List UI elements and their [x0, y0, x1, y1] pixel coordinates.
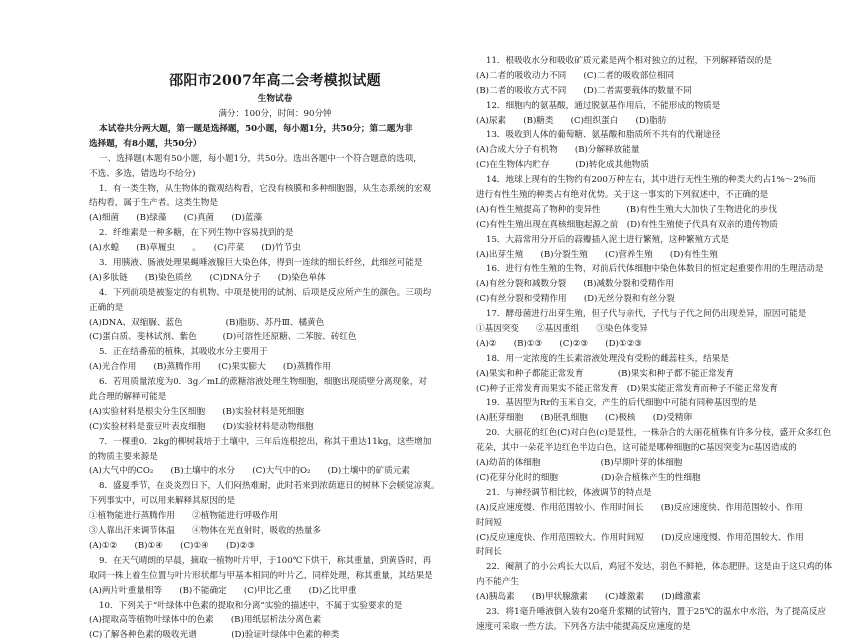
right-text-line: (A)果实和种子都能正常发育 (B)果实和种子都不能正常发育	[476, 368, 734, 379]
left-text-line: (C)了解各种色素的吸收光谱 (D)验证叶绿体中色素的种类	[89, 630, 340, 641]
left-text-line: 一、选择题(本题有50小题，每小题1分，共50分。选出各题中一个符合题意的选项，	[99, 153, 422, 164]
left-text-line: 7．一棵重0．2kg的柳树栽培于土壤中，三年后连根挖出，称其干重达11kg，这些增加	[99, 436, 432, 447]
right-text-line: (A)出芽生殖 (B)分裂生殖 (C)营养生殖 (D)有性生殖	[476, 249, 718, 260]
left-text-line: (A)DNA、双缩脲、蓝色 (B)脂肪、苏丹Ⅲ、橘黄色	[89, 317, 325, 328]
right-text-line: 13．吸收到人体的葡萄糖、氨基酸和脂质所不共有的代谢途径	[486, 130, 721, 141]
left-text-line: 9．在天气晴朗的早晨，摘取一植物叶片甲，于100℃下烘干，称其重量，到黄昏时，再	[99, 555, 432, 566]
intro-line: 本试卷共分两大题，第一题是选择题，50小题，每小题1分，共50分；第二题为非	[99, 124, 413, 134]
right-text-line: 速度可采取一些方法。下列各方法中能提高反应速度的是	[476, 621, 691, 632]
right-text-line: (A)② (B)①③ (C)②③ (D)①②③	[476, 338, 643, 349]
left-text-line: (A)大气中的CO₂ (B)土壤中的水分 (C)大气中的O₂ (D)土壤中的矿质元素	[89, 466, 410, 477]
right-text-line: 12．细胞内的氨基酸，通过脱氨基作用后，不能形成的物质是	[486, 100, 721, 111]
right-text-line: 19．基因型为Rr的玉米自交，产生的后代细胞中可能有同种基因型的是	[486, 398, 757, 409]
left-text-line: ①植物能进行蒸腾作用 ②植物能进行呼吸作用	[89, 511, 279, 522]
right-text-line: 14．地球上现有的生物约有200万种左右，其中进行无性生殖的种类大约占1%～2%而	[486, 175, 816, 186]
left-text-line: 10．下列关于“叶绿体中色素的提取和分离”实验的描述中，不属于实验要求的是	[99, 600, 403, 611]
left-text-line: 5．正在结番茄的植株，其吸收水分主要用于	[99, 347, 268, 358]
left-text-line: 的物质主要来源是	[89, 451, 158, 462]
exam-meta: 满分：100分，时间：90分钟	[218, 109, 332, 119]
right-text-line: (C)有丝分裂和受精作用 (D)无丝分裂和有丝分裂	[476, 294, 675, 305]
right-text-line: (A)尿素 (B)糖类 (C)组织蛋白 (D)脂肪	[476, 115, 667, 126]
left-text-line: (A)①② (B)①④ (C)①④ (D)②③	[89, 540, 256, 551]
left-text-line: (A)水螅 (B)草履虫 。 (C)芹菜 (D)竹节虫	[89, 243, 301, 254]
right-text-line: 18．用一定浓度的生长素溶液处理没有受粉的雌蕊柱头，结果是	[486, 353, 729, 364]
left-text-line: 结构看，属于生产者。这类生物是	[89, 198, 218, 209]
right-text-line: (A)反应速度慢、作用范围较小、作用时间长 (B)反应速度快、作用范围较小、作用	[476, 502, 803, 513]
left-text-line: 4．下列前项是被鉴定的有机物、中项是使用的试剂、后项是反应所产生的颜色。三项均	[99, 287, 432, 298]
right-text-line: (C)反应速度快、作用范围较大、作用时间短 (D)反应速度慢、作用范围较大、作用	[476, 532, 804, 543]
left-text-line: 此合理的解释可能是	[89, 392, 167, 403]
right-text-line: (A)胰岛素 (B)甲状腺激素 (C)雄激素 (D)雌激素	[476, 592, 701, 603]
right-text-line: 11．根吸收水分和吸收矿质元素是两个相对独立的过程，下列解释错误的是	[486, 56, 772, 66]
right-text-line: 22．阉割了的小公鸡长大以后，鸡冠不发达，羽色不鲜艳，体态肥胖。这是由于这只鸡的体	[486, 562, 833, 573]
right-text-line: 17．酵母菌进行出芽生殖，但子代与亲代，子代与子代之间仍出现差异，原因可能是	[486, 309, 807, 320]
right-question-list	[476, 54, 844, 635]
left-text-line: 6．若用质量浓度为0．3g／mL的蔗糖溶液处理生物细胞，细胞出现质壁分离现象，对	[99, 377, 427, 388]
right-text-line: (A)合成大分子有机物 (B)分解释放能量	[476, 145, 640, 156]
right-text-line: (A)有丝分裂和减数分裂 (B)减数分裂和受精作用	[476, 279, 674, 290]
right-text-line: (C)在生物体内贮存 (D)转化成其他物质	[476, 160, 649, 171]
top-margin	[476, 0, 844, 54]
right-text-line: (C)有性生殖出现在真核细胞起源之前 (D)有性生殖使子代具有双亲的遗传物质	[476, 219, 778, 230]
right-text-line: 20．大丽花的红色(C)对白色(c)是显性，一株杂合的大丽花植株有许多分枝，盛开众多红色	[486, 428, 832, 439]
left-text-line: 3．用胰液、肠液处理果蝇唾液腺巨大染色体，得到一连续的细长纤丝，此细丝可能是	[99, 258, 423, 269]
right-text-line: 花朵，其中一朵花半边红色半边白色，这可能是哪种细胞的C基因突变为c基因造成的	[476, 443, 797, 454]
left-text-line: (A)细菌 (B)绿藻 (C)真菌 (D)蓝藻	[89, 213, 263, 224]
right-text-line: 进行有性生殖的种类占有绝对优势。关于这一事实的下列叙述中，不正确的是	[476, 190, 769, 201]
left-text-line: ③人靠出汗来调节体温 ④物体在光直射时，吸收的热量多	[89, 526, 322, 537]
left-text-line: (A)提取高等植物叶绿体中的色素 (B)用纸层析法分离色素	[89, 615, 322, 626]
right-text-line: 21．与神经调节相比较，体液调节的特点是	[486, 487, 652, 498]
right-text-line: (A)幼苗的体细胞 (B)早期叶芽的体细胞	[476, 458, 683, 469]
left-text-line: 正确的是	[89, 302, 124, 313]
right-text-line: 时间长	[476, 547, 502, 558]
right-text-line: (A)有性生殖提高了物种的变异性 (B)有性生殖大大加快了生物进化的步伐	[476, 204, 777, 215]
left-text-line: 2．纤维素是一种多糖，在下列生物中容易找到的是	[99, 228, 294, 239]
left-text-line: (A)光合作用 (B)蒸腾作用 (C)果实膨大 (D)蒸腾作用	[89, 362, 331, 373]
left-text-line: 取同一株上着生位置与叶片形状都与甲基本相同的叶片乙，同样处理，称其重量，其结果是	[89, 570, 433, 581]
left-question-list	[89, 152, 461, 643]
left-text-line: (C)蛋白质、斐林试剂、紫色 (D)可溶性还原糖、二苯胺、砖红色	[89, 332, 357, 343]
intro-line: 选择题，有8小题，共50分）	[89, 138, 202, 149]
left-text-line: 8．盛夏季节，在炎炎烈日下，人们闷热难耐，此时若来到浓荫遮日的树林下会顿觉凉爽。	[99, 481, 440, 492]
right-text-line: 16．进行有性生殖的生物，对前后代体细胞中染色体数目的恒定起重要作用的生理活动是	[486, 264, 824, 275]
subject-heading: 生物试卷	[257, 94, 293, 104]
right-text-line: ①基因突变 ②基因重组 ③染色体变异	[476, 324, 648, 335]
page-title: 邵阳市2007年高二会考模拟试题	[169, 73, 381, 89]
left-text-line: 1．有一类生物，从生物体的微观结构看，它没有核膜和多种细胞器，从生态系统的宏观	[99, 183, 432, 194]
left-column	[89, 0, 461, 643]
right-text-line: 23．将1毫升唾液倒入装有20毫升浆糊的试管内，置于25℃的温水中水浴，为了提高反应	[486, 606, 827, 617]
right-text-line: 15．大蒜常用分开后的蒜瓣插入泥土进行繁殖，这种繁殖方式是	[486, 234, 729, 245]
left-text-line: (A)多肽链 (B)染色质丝 (C)DNA分子 (D)染色单体	[89, 272, 326, 283]
right-text-line: 内不能产生	[476, 577, 519, 588]
right-text-line: (C)花芽分化时的细胞 (D)杂合植株产生的性细胞	[476, 472, 701, 483]
right-text-line: (B)二者的吸收方式不同 (D)二者需要载体的数量不同	[476, 85, 692, 96]
right-text-line: (A)二者的吸收动力不同 (C)二者的吸收部位相同	[476, 70, 675, 81]
left-text-line: (C)实验材料是蚕豆叶表皮细胞 (D)实验材料是动物细胞	[89, 421, 314, 432]
left-text-line: (A)实验材料是根尖分生区细胞 (B)实验材料是死细胞	[89, 406, 304, 417]
left-text-line: 下列事实中，可以用来解释其原因的是	[89, 496, 236, 507]
right-text-line: (C)种子正常发育而果实不能正常发育 (D)果实能正常发育而种子不能正常发育	[476, 383, 778, 394]
left-text-line: (A)两片叶重量相等 (B)不能确定 (C)甲比乙重 (D)乙比甲重	[89, 585, 357, 596]
right-text-line: 时间短	[476, 517, 502, 528]
left-text-line: 不选、多选，错选均不给分)	[89, 168, 196, 179]
right-column	[476, 0, 844, 635]
right-text-line: (A)胚芽细胞 (B)胚乳细胞 (C)极核 (D)受精卵	[476, 413, 693, 424]
